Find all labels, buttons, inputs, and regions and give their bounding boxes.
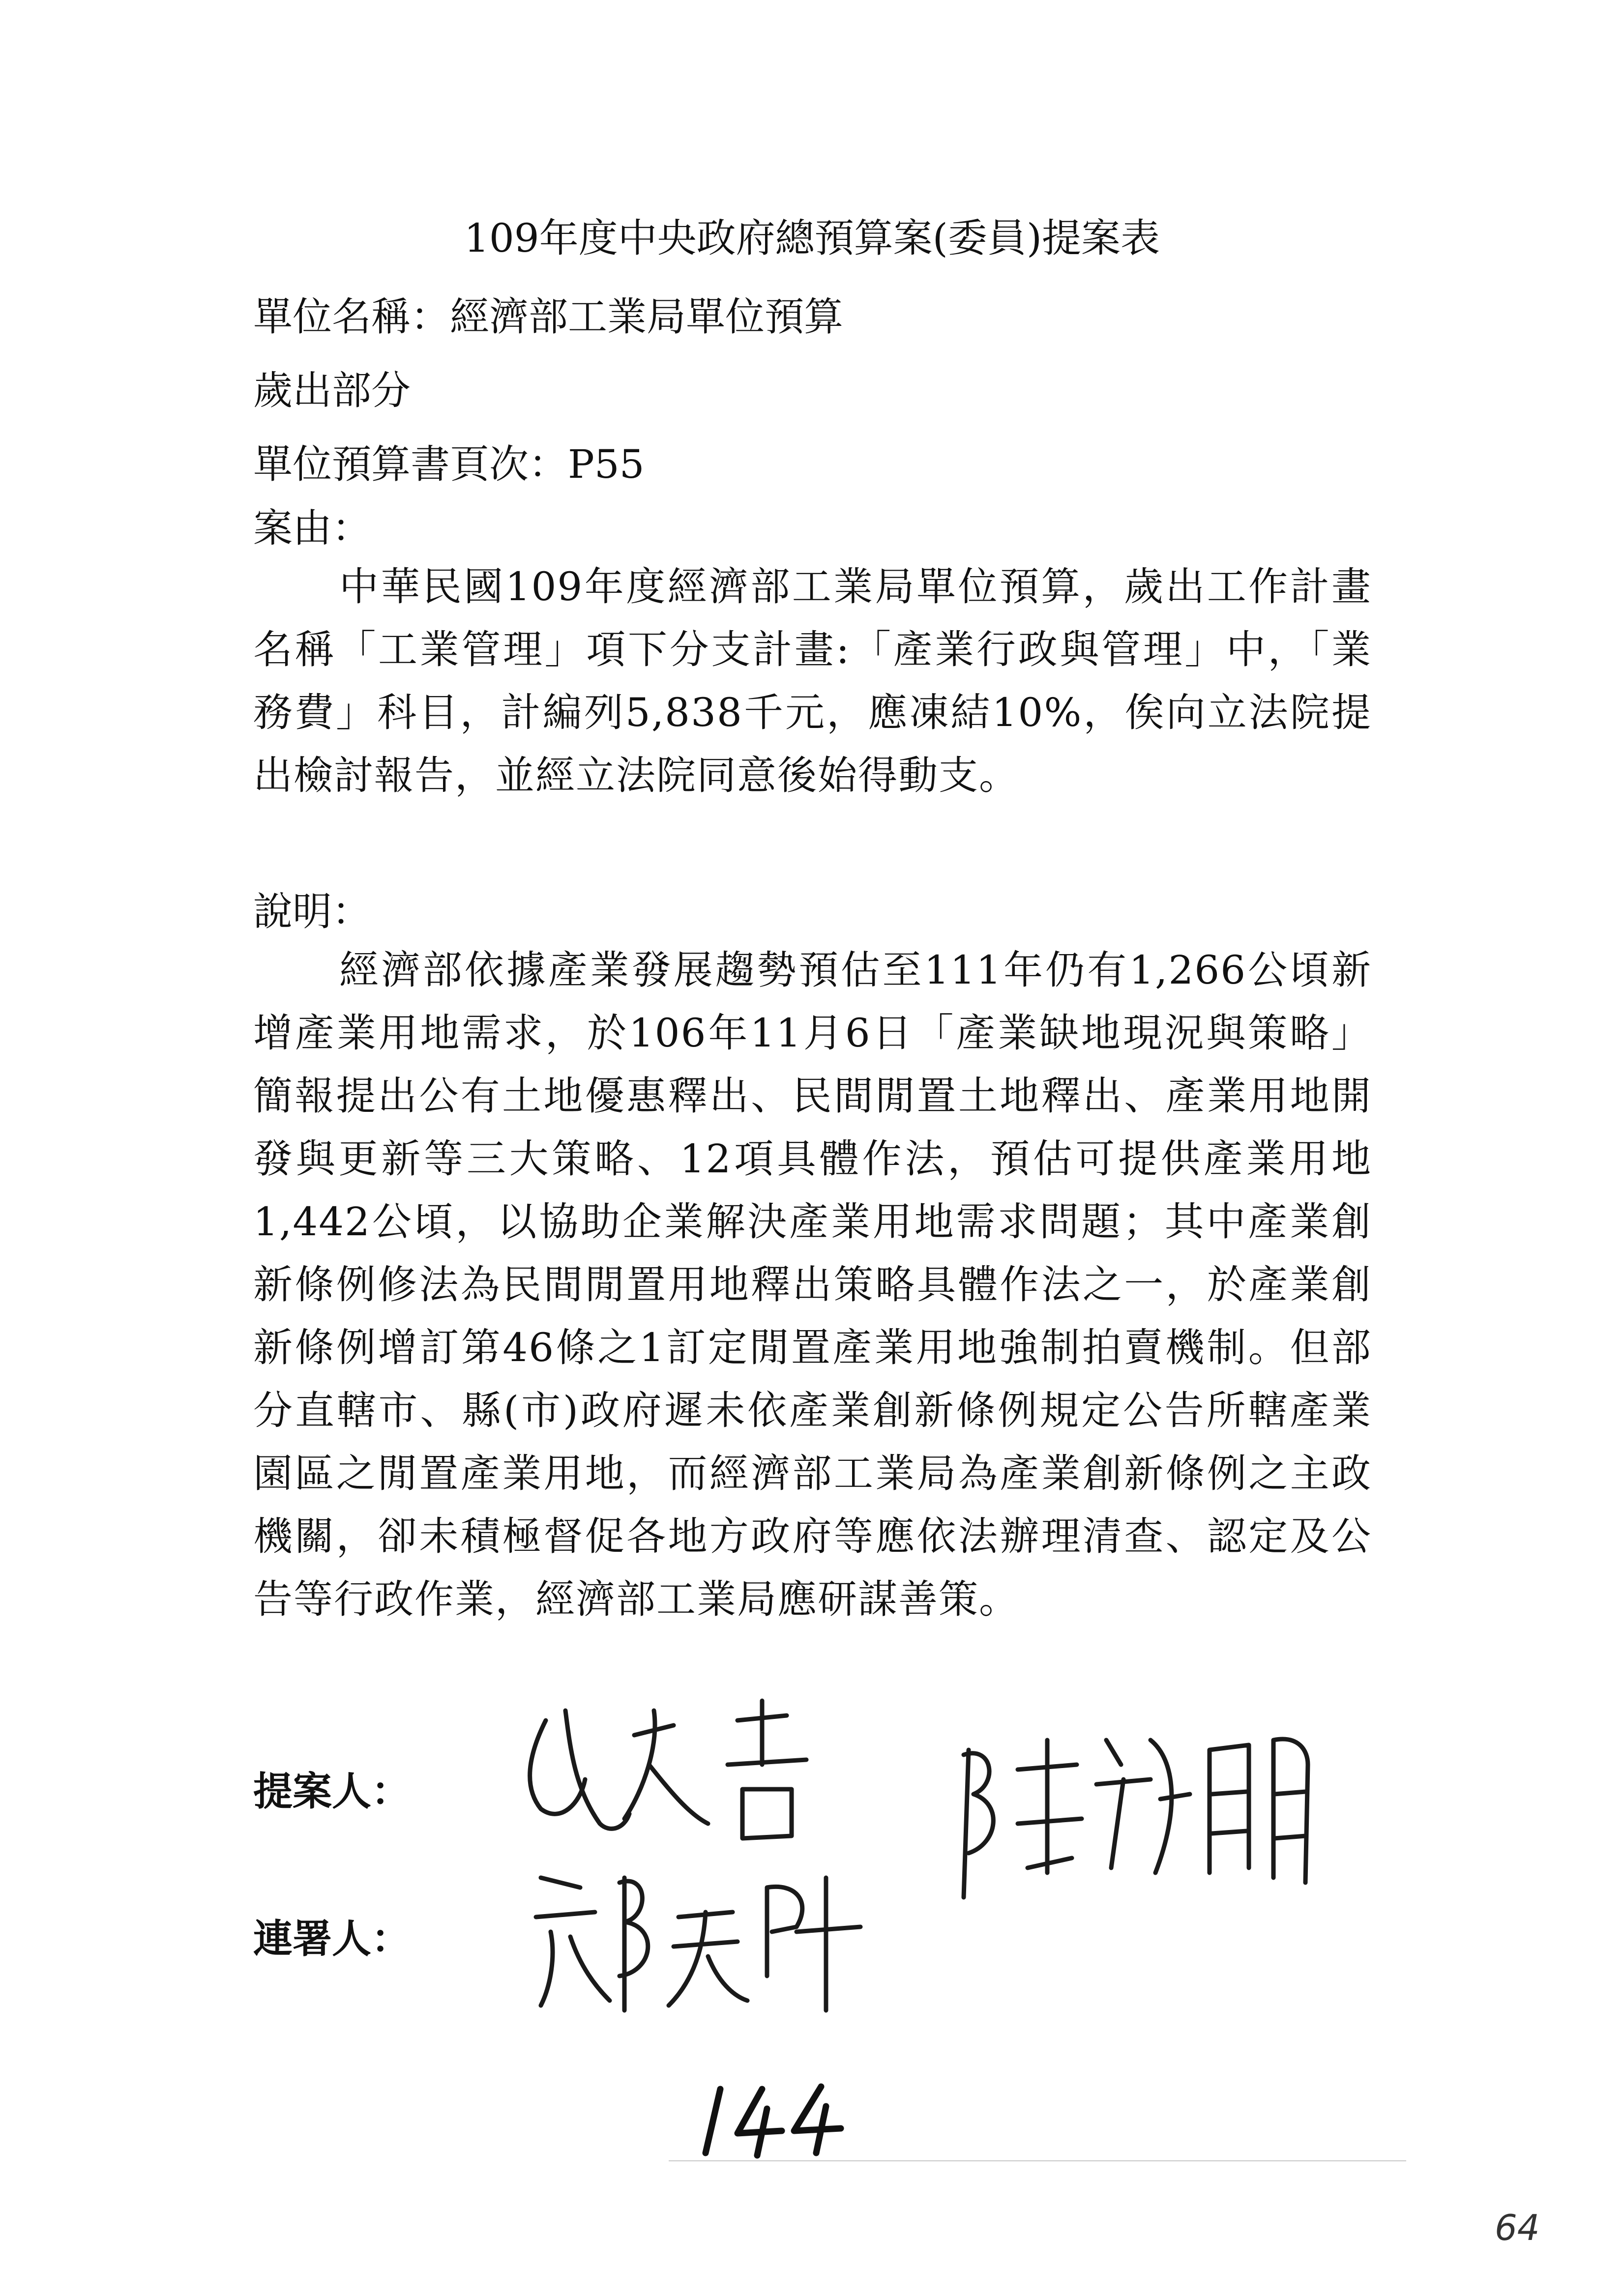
unit-name-line: 單位名稱：經濟部工業局單位預算: [253, 294, 843, 340]
proposer-signature: [511, 1691, 865, 1853]
cosigner-label: 連署人：: [253, 1916, 411, 1962]
proposer-label: 提案人：: [253, 1769, 411, 1814]
reason-text: 中華民國109年度經濟部工業局單位預算，歲出工作計畫名稱「工業管理」項下分支計畫:「產業行政與管理」中，「業務費」科目，計編列5,838千元，應凍結10%，俟向立法院提出檢討報告，並經立法院同意後始得動支。: [253, 564, 1372, 798]
page-ref-line: 單位預算書頁次：P55: [253, 441, 645, 487]
cosigner-signature-1: [521, 1858, 875, 2015]
explanation-text: 經濟部依據產業發展趨勢預估至111年仍有1,266公頃新增產業用地需求，於106年11月6日「產業缺地現況與策略」簡報提出公有土地優惠釋出、民間閒置土地釋出、產業用地開發與更新等三大策略、12項具體作法，預估可提供產業用地1,442公頃，以協助企業解決產業用地需求問題；其中產業創新條例修法為民間閒置用地釋出策略具體作法之一，於產業創新條例增訂第46條之1訂定閒置產業用地強制拍賣機制。但部分直轄市、縣(市)政府遲未依產業創新條例規定公告所轄產業園區之閒置產業用地，而經濟部工業局為產業創新條例之主政機關，卻未積極督促各地方政府等應依法辦理清查、認定及公告等行政作業，經濟部工業局應研謀善策。: [253, 947, 1372, 1622]
handwritten-page-number: [693, 2079, 856, 2163]
reason-label: 案由：: [253, 505, 371, 551]
corner-page-note: 64: [1495, 2207, 1540, 2248]
explanation-label: 說明：: [253, 889, 371, 934]
document-title: 109年度中央政府總預算案(委員)提案表: [464, 215, 1160, 261]
section-line: 歲出部分: [253, 368, 411, 413]
bottom-rule: [669, 2160, 1406, 2161]
cosigner-signature-2: [944, 1711, 1328, 1907]
